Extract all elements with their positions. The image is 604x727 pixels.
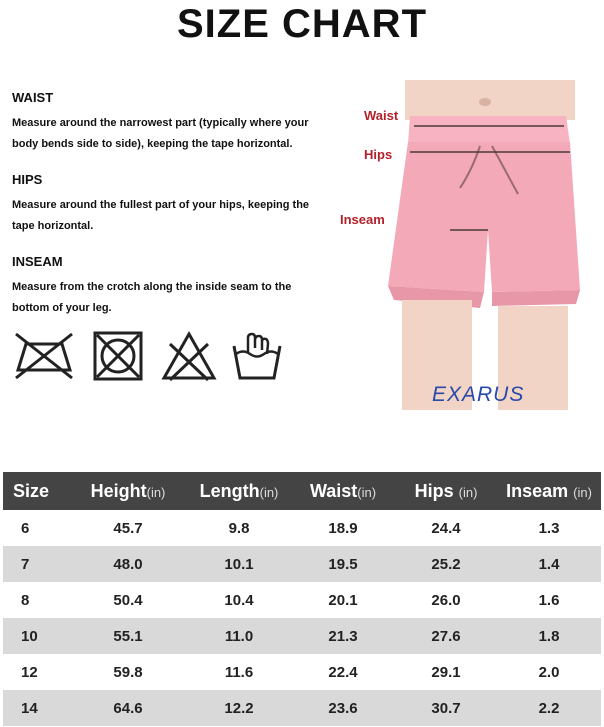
table-row: 10 55.1 11.0 21.3 27.6 1.8: [3, 618, 601, 654]
hips-heading: HIPS: [12, 172, 43, 187]
do-not-bleach-icon: [160, 330, 218, 382]
table-row: 14 64.6 12.2 23.6 30.7 2.2: [3, 690, 601, 726]
header-height: Height(in): [69, 472, 187, 510]
brand-logo: EXARUS: [432, 383, 525, 406]
inseam-description: Measure from the crotch along the inside seam to the bottom of your leg.: [12, 281, 292, 314]
table-row: 12 59.8 11.6 22.4 29.1 2.0: [21, 663, 560, 681]
table-row: 8 50.4 10.4 20.1 26.0 1.6: [21, 591, 560, 609]
header-length: Length(in): [187, 472, 291, 510]
do-not-tumble-dry-icon: [92, 330, 144, 382]
header-hips: Hips (in): [395, 472, 497, 510]
waist-heading: WAIST: [12, 90, 54, 105]
page-title: SIZE CHART: [177, 2, 427, 46]
care-icons: [12, 330, 282, 392]
table-row: 7 48.0 10.1 19.5 25.2 1.4: [3, 546, 601, 582]
figure-label-inseam: Inseam: [340, 212, 385, 227]
header-size: Size: [3, 472, 69, 510]
header-inseam: Inseam (in): [497, 472, 601, 510]
model-shorts-image: [380, 80, 595, 410]
hips-instructions: [12, 172, 327, 237]
figure-label-waist: Waist: [364, 108, 399, 123]
header-waist: Waist(in): [291, 472, 395, 510]
table-row: 6 45.7 9.8 18.9 24.4 1.3: [21, 519, 560, 537]
waist-description: Measure around the narrowest part (typically where your body bends side to side), keeping the tape horizontal.: [12, 117, 309, 150]
figure-label-hips: Hips: [364, 147, 393, 162]
hand-wash-icon: [230, 330, 284, 382]
inseam-instructions: [12, 254, 327, 319]
shorts-illustration: [340, 80, 595, 410]
hips-description: Measure around the fullest part of your hips, keeping the tape horizontal.: [12, 199, 310, 232]
waist-instructions: [12, 90, 327, 155]
size-table: [3, 472, 601, 726]
size-table-header: [3, 472, 601, 510]
do-not-iron-icon: [12, 330, 76, 382]
inseam-heading: INSEAM: [12, 254, 63, 269]
